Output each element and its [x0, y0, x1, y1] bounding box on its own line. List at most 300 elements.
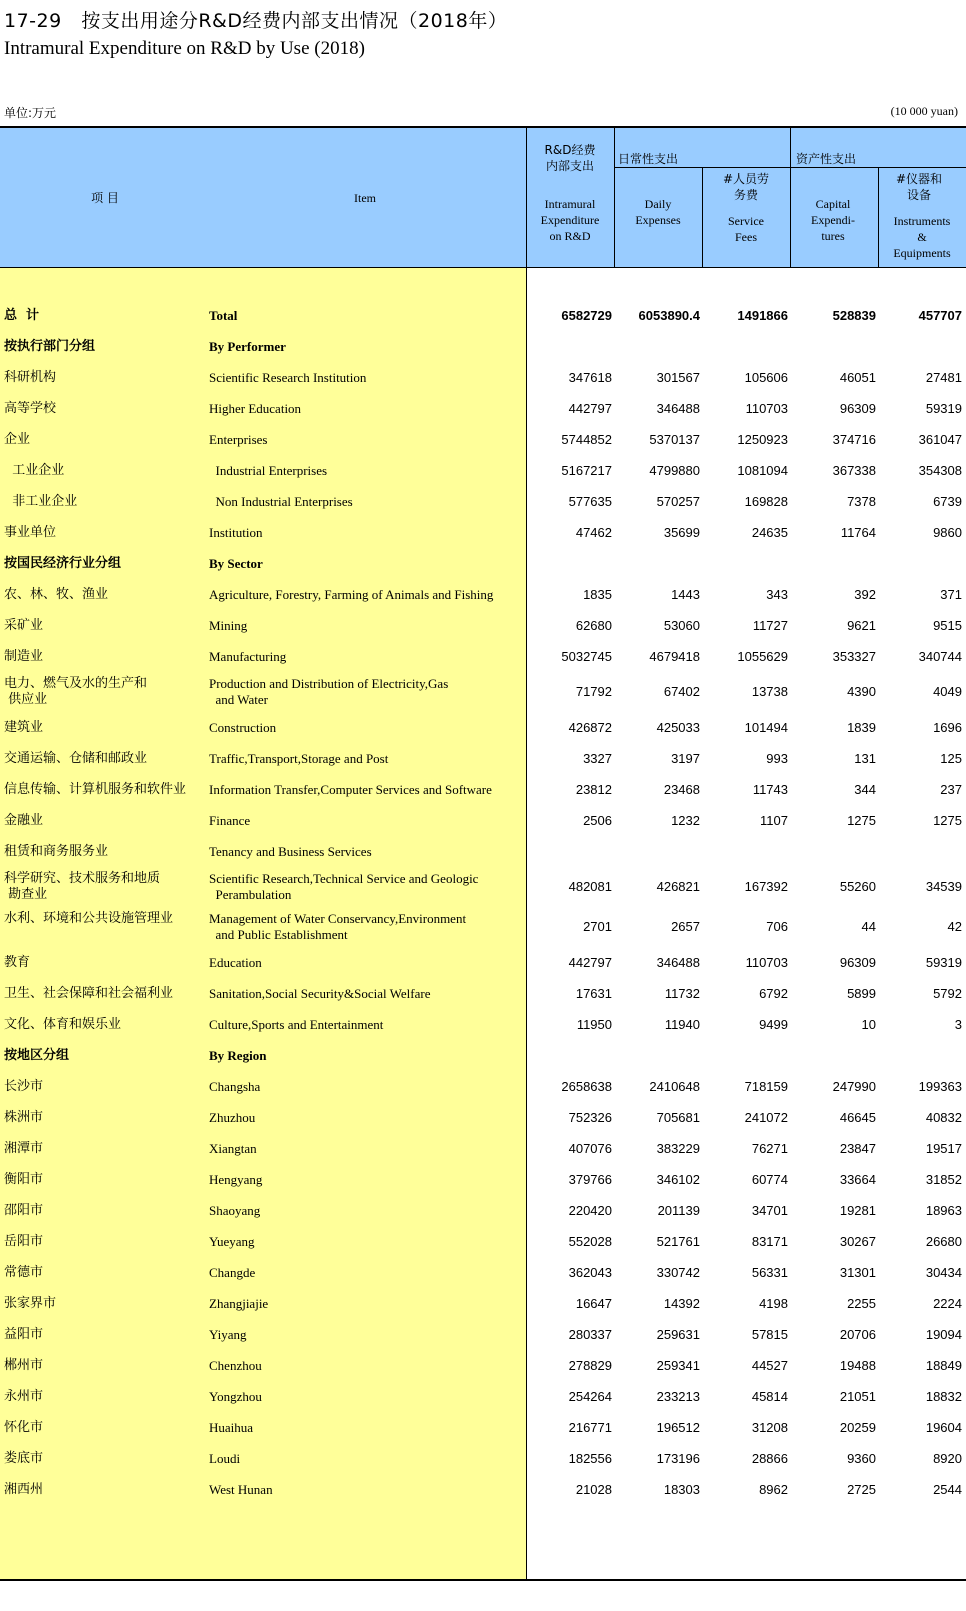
- cell-value: 131: [854, 751, 876, 766]
- row-label-en: By Sector: [209, 556, 263, 571]
- cell-value: 18849: [925, 1358, 962, 1373]
- table-row: [0, 712, 966, 743]
- row-label-en: Education: [209, 955, 262, 970]
- cell-value: 199363: [918, 1079, 962, 1094]
- cell-value: 5792: [933, 986, 962, 1001]
- row-label-cn: 信息传输、计算机服务和软件业: [4, 782, 187, 797]
- row-label-cn: 科学研究、技术服务和地质 勘查业: [4, 871, 161, 902]
- cell-value: 9621: [847, 618, 876, 633]
- cell-value: 59319: [925, 401, 962, 416]
- cell-value: 201139: [657, 1203, 700, 1218]
- cell-value: 1491866: [737, 308, 788, 323]
- cell-value: 35699: [663, 525, 700, 540]
- cell-value: 528839: [832, 308, 876, 323]
- cell-value: 344: [854, 782, 876, 797]
- header-service-cn: #人员劳 务费: [722, 172, 770, 202]
- cell-value: 379766: [568, 1172, 612, 1187]
- cell-value: 237: [940, 782, 962, 797]
- header-capital-group: 资产性支出: [796, 152, 857, 166]
- cell-value: 4679418: [649, 649, 700, 664]
- cell-value: 14392: [663, 1296, 700, 1311]
- cell-value: 521761: [656, 1234, 700, 1249]
- header-daily-en: Daily Expenses: [635, 197, 681, 227]
- cell-value: 4049: [933, 684, 962, 699]
- row-label-cn: 水利、环境和公共设施管理业: [4, 911, 174, 926]
- cell-value: 482081: [568, 879, 612, 894]
- cell-value: 33664: [839, 1172, 876, 1187]
- table-row: [0, 805, 966, 836]
- cell-value: 4390: [847, 684, 876, 699]
- cell-value: 5899: [847, 986, 876, 1001]
- row-label-cn: 按地区分组: [4, 1048, 70, 1063]
- cell-value: 60774: [751, 1172, 788, 1187]
- header-item-cn: 项 目: [91, 191, 119, 205]
- cell-value: 55260: [839, 879, 876, 894]
- cell-value: 59319: [925, 955, 962, 970]
- cell-value: 45814: [751, 1389, 788, 1404]
- cell-value: 2701: [583, 919, 612, 934]
- table-title-cn: 按支出用途分R&D经费内部支出情况（2018年）: [81, 10, 508, 32]
- cell-value: 2224: [933, 1296, 962, 1311]
- table-row: [0, 978, 966, 1009]
- table-row: [0, 517, 966, 548]
- cell-value: 11727: [752, 618, 788, 633]
- cell-value: 353327: [832, 649, 876, 664]
- row-label-en: Non Industrial Enterprises: [209, 494, 353, 509]
- header-instr-en: Instruments & Equipments: [893, 214, 951, 260]
- cell-value: 101494: [744, 720, 788, 735]
- cell-value: 31852: [925, 1172, 962, 1187]
- cell-value: 367338: [832, 463, 876, 478]
- cell-value: 346488: [656, 401, 700, 416]
- table-row: [0, 548, 966, 579]
- row-label-en: Culture,Sports and Entertainment: [209, 1017, 384, 1032]
- row-label-en: Total: [209, 308, 238, 323]
- page-title-cn: [4, 6, 507, 33]
- table-row: [0, 1226, 966, 1257]
- row-label-en: By Region: [209, 1048, 267, 1063]
- row-label-cn: 常德市: [4, 1265, 44, 1280]
- table-row: [0, 1071, 966, 1102]
- cell-value: 392: [854, 587, 876, 602]
- cell-value: 1275: [847, 813, 876, 828]
- row-label-en: Industrial Enterprises: [209, 463, 328, 478]
- cell-value: 278829: [568, 1358, 612, 1373]
- cell-value: 56331: [751, 1265, 788, 1280]
- cell-value: 19604: [925, 1420, 962, 1435]
- row-label-cn: 事业单位: [4, 525, 57, 540]
- cell-value: 1232: [671, 813, 700, 828]
- cell-value: 347618: [568, 370, 612, 385]
- cell-value: 18832: [925, 1389, 962, 1404]
- table-row: [0, 1350, 966, 1381]
- cell-value: 247990: [832, 1079, 876, 1094]
- cell-value: 254264: [568, 1389, 612, 1404]
- row-label-en: Sanitation,Social Security&Social Welfare: [209, 986, 431, 1001]
- table-number: 17-29: [4, 10, 62, 32]
- row-label-en: Management of Water Conservancy,Environment and Public Establishment: [209, 911, 467, 942]
- row-label-en: Yiyang: [209, 1327, 247, 1342]
- cell-value: 2255: [847, 1296, 876, 1311]
- cell-value: 2506: [583, 813, 612, 828]
- row-label-cn: 卫生、社会保障和社会福利业: [4, 986, 174, 1001]
- table-row: [0, 1040, 966, 1071]
- table-row: [0, 774, 966, 805]
- row-label-en: Institution: [209, 525, 263, 540]
- col-divider: [878, 167, 879, 267]
- row-label-en: Shaoyang: [209, 1203, 261, 1218]
- header-rd-en: Intramural Expenditure on R&D: [540, 197, 600, 243]
- cell-value: 17631: [575, 986, 612, 1001]
- cell-value: 346102: [656, 1172, 700, 1187]
- cell-value: 1696: [933, 720, 962, 735]
- row-label-en: Construction: [209, 720, 277, 735]
- row-label-cn: 企业: [4, 432, 31, 447]
- row-label-en: Chenzhou: [209, 1358, 262, 1373]
- row-label-en: Higher Education: [209, 401, 302, 416]
- cell-value: 9360: [847, 1451, 876, 1466]
- table-row: [0, 743, 966, 774]
- cell-value: 11950: [576, 1017, 612, 1032]
- cell-value: 23468: [663, 782, 700, 797]
- cell-value: 6792: [759, 986, 788, 1001]
- cell-value: 241072: [744, 1110, 788, 1125]
- cell-value: 53060: [663, 618, 700, 633]
- cell-value: 110703: [745, 955, 788, 970]
- cell-value: 361047: [918, 432, 962, 447]
- header-service-en: Service Fees: [728, 214, 764, 244]
- cell-value: 18303: [663, 1482, 700, 1497]
- cell-value: 31208: [751, 1420, 788, 1435]
- row-label-cn: 教育: [4, 955, 31, 970]
- row-label-cn: 邵阳市: [4, 1203, 44, 1218]
- cell-value: 19281: [839, 1203, 876, 1218]
- cell-value: 1839: [847, 720, 876, 735]
- cell-value: 752326: [568, 1110, 612, 1125]
- table-row: [0, 1412, 966, 1443]
- cell-value: 125: [940, 751, 962, 766]
- row-label-cn: 娄底市: [4, 1451, 44, 1466]
- header-daily-group: 日常性支出: [618, 152, 679, 166]
- cell-value: 173196: [656, 1451, 700, 1466]
- table-row: [0, 1102, 966, 1133]
- cell-value: 21028: [575, 1482, 612, 1497]
- row-label-cn: 湘潭市: [4, 1141, 44, 1156]
- cell-value: 3327: [583, 751, 612, 766]
- table-row: [0, 1288, 966, 1319]
- cell-value: 34701: [751, 1203, 788, 1218]
- cell-value: 13738: [751, 684, 788, 699]
- cell-value: 259341: [656, 1358, 700, 1373]
- cell-value: 259631: [656, 1327, 700, 1342]
- cell-value: 96309: [839, 401, 876, 416]
- row-label-cn: 永州市: [4, 1389, 44, 1404]
- cell-value: 374716: [832, 432, 876, 447]
- cell-value: 1835: [583, 587, 612, 602]
- cell-value: 457707: [918, 308, 962, 323]
- cell-value: 371: [940, 587, 962, 602]
- cell-value: 182556: [568, 1451, 612, 1466]
- row-label-en: Production and Distribution of Electricity,Gas and Water: [209, 676, 449, 707]
- cell-value: 425033: [656, 720, 700, 735]
- table-row: [0, 610, 966, 641]
- cell-value: 21051: [839, 1389, 876, 1404]
- row-label-cn: 电力、燃气及水的生产和 供应业: [4, 676, 148, 707]
- cell-value: 570257: [656, 494, 700, 509]
- table-row: [0, 947, 966, 978]
- cell-value: 577635: [568, 494, 612, 509]
- cell-value: 110703: [745, 401, 788, 416]
- cell-value: 11732: [664, 986, 700, 1001]
- cell-value: 426872: [568, 720, 612, 735]
- cell-value: 5370137: [649, 432, 700, 447]
- cell-value: 67402: [663, 684, 700, 699]
- row-label-en: Xiangtan: [209, 1141, 257, 1156]
- table-row: [0, 907, 966, 947]
- table-row: [0, 867, 966, 907]
- row-label-en: Yongzhou: [209, 1389, 262, 1404]
- row-label-en: Zhuzhou: [209, 1110, 256, 1125]
- cell-value: 34539: [925, 879, 962, 894]
- table-row: [0, 455, 966, 486]
- row-label-cn: 科研机构: [4, 370, 57, 385]
- table-row: [0, 1474, 966, 1505]
- cell-value: 1107: [760, 813, 788, 828]
- unit-label-en: (10 000 yuan): [890, 104, 958, 118]
- cell-value: 31301: [839, 1265, 876, 1280]
- header-rd-cn: R&D经费 内部支出: [544, 143, 596, 173]
- row-label-cn: 张家界市: [4, 1296, 57, 1311]
- cell-value: 9499: [759, 1017, 788, 1032]
- cell-value: 28866: [751, 1451, 788, 1466]
- cell-value: 11940: [664, 1017, 700, 1032]
- row-label-cn: 非工业企业: [4, 494, 78, 509]
- cell-value: 1055629: [737, 649, 788, 664]
- table-row: [0, 486, 966, 517]
- row-label-cn: 高等学校: [4, 401, 57, 416]
- row-label-cn: 怀化市: [4, 1420, 44, 1435]
- cell-value: 167392: [744, 879, 788, 894]
- header-bottom-rule: [0, 267, 966, 268]
- row-label-en: Finance: [209, 813, 251, 828]
- cell-value: 346488: [656, 955, 700, 970]
- cell-value: 44527: [751, 1358, 788, 1373]
- col-divider: [790, 127, 791, 267]
- cell-value: 2544: [933, 1482, 962, 1497]
- cell-value: 196512: [656, 1420, 700, 1435]
- table-row: [0, 331, 966, 362]
- row-label-cn: 文化、体育和娱乐业: [4, 1017, 122, 1032]
- cell-value: 354308: [918, 463, 962, 478]
- row-label-cn: 建筑业: [4, 720, 44, 735]
- cell-value: 8920: [933, 1451, 962, 1466]
- cell-value: 5032745: [561, 649, 612, 664]
- cell-value: 1275: [933, 813, 962, 828]
- cell-value: 47462: [575, 525, 612, 540]
- cell-value: 9860: [933, 525, 962, 540]
- cell-value: 46051: [839, 370, 876, 385]
- cell-value: 362043: [568, 1265, 612, 1280]
- table-row: [0, 579, 966, 610]
- table-row: [0, 1257, 966, 1288]
- cell-value: 5167217: [561, 463, 612, 478]
- cell-value: 343: [766, 587, 788, 602]
- row-label-en: Huaihua: [209, 1420, 254, 1435]
- table-row: [0, 393, 966, 424]
- cell-value: 46645: [839, 1110, 876, 1125]
- cell-value: 4198: [759, 1296, 788, 1311]
- cell-value: 71792: [575, 684, 612, 699]
- row-label-cn: 郴州市: [4, 1358, 44, 1373]
- cell-value: 19517: [925, 1141, 962, 1156]
- cell-value: 16647: [575, 1296, 612, 1311]
- row-label-cn: 总 计: [4, 308, 40, 323]
- cell-value: 6739: [933, 494, 962, 509]
- table-row: [0, 1195, 966, 1226]
- unit-label-cn: 单位:万元: [4, 106, 57, 120]
- cell-value: 83171: [751, 1234, 788, 1249]
- cell-value: 23847: [839, 1141, 876, 1156]
- cell-value: 40832: [925, 1110, 962, 1125]
- row-label-en: Traffic,Transport,Storage and Post: [209, 751, 389, 766]
- cell-value: 10: [861, 1017, 876, 1032]
- cell-value: 20706: [839, 1327, 876, 1342]
- cell-value: 19094: [925, 1327, 962, 1342]
- cell-value: 280337: [568, 1327, 612, 1342]
- row-label-cn: 交通运输、仓储和邮政业: [4, 751, 148, 766]
- cell-value: 383229: [656, 1141, 700, 1156]
- table-row: [0, 1133, 966, 1164]
- cell-value: 6582729: [561, 308, 612, 323]
- cell-value: 220420: [568, 1203, 612, 1218]
- table-row: [0, 1319, 966, 1350]
- col-divider: [614, 127, 615, 267]
- table-row: [0, 424, 966, 455]
- cell-value: 23812: [575, 782, 612, 797]
- cell-value: 44: [861, 919, 876, 934]
- row-label-cn: 长沙市: [4, 1079, 44, 1094]
- cell-value: 19488: [839, 1358, 876, 1373]
- cell-value: 1443: [671, 587, 700, 602]
- cell-value: 6053890.4: [638, 308, 700, 323]
- cell-value: 718159: [744, 1079, 788, 1094]
- table-row: [0, 672, 966, 712]
- row-label-cn: 租赁和商务服务业: [4, 844, 109, 859]
- cell-value: 96309: [839, 955, 876, 970]
- cell-value: 20259: [839, 1420, 876, 1435]
- table-row: [0, 641, 966, 672]
- row-label-en: Changsha: [209, 1079, 261, 1094]
- cell-value: 301567: [656, 370, 700, 385]
- row-label-en: Information Transfer,Computer Services and Software: [209, 782, 492, 797]
- row-label-cn: 采矿业: [4, 618, 44, 633]
- row-label-cn: 益阳市: [4, 1327, 44, 1342]
- cell-value: 8962: [759, 1482, 788, 1497]
- table-row: [0, 362, 966, 393]
- row-label-cn: 按国民经济行业分组: [4, 556, 122, 571]
- cell-value: 30434: [925, 1265, 962, 1280]
- cell-value: 1081094: [737, 463, 788, 478]
- cell-value: 442797: [568, 401, 612, 416]
- row-label-cn: 衡阳市: [4, 1172, 44, 1187]
- table-row: [0, 300, 966, 331]
- row-label-en: Tenancy and Business Services: [209, 844, 372, 859]
- table-row: [0, 836, 966, 867]
- cell-value: 24635: [751, 525, 788, 540]
- row-label-en: Scientific Research,Technical Service and Geologic Perambulation: [209, 871, 479, 902]
- table-row: [0, 1443, 966, 1474]
- row-label-en: Manufacturing: [209, 649, 287, 664]
- cell-value: 30267: [839, 1234, 876, 1249]
- cell-value: 2410648: [649, 1079, 700, 1094]
- cell-value: 27481: [925, 370, 962, 385]
- cell-value: 105606: [744, 370, 788, 385]
- row-label-cn: 金融业: [4, 813, 44, 828]
- cell-value: 2725: [847, 1482, 876, 1497]
- cell-value: 552028: [568, 1234, 612, 1249]
- cell-value: 57815: [751, 1327, 788, 1342]
- row-label-cn: 制造业: [4, 649, 44, 664]
- row-label-en: Mining: [209, 618, 248, 633]
- cell-value: 11764: [840, 525, 876, 540]
- cell-value: 9515: [933, 618, 962, 633]
- cell-value: 442797: [568, 955, 612, 970]
- row-label-cn: 农、林、牧、渔业: [4, 587, 109, 602]
- table-row: [0, 1381, 966, 1412]
- bottom-rule: [0, 1579, 966, 1581]
- cell-value: 18963: [925, 1203, 962, 1218]
- cell-value: 706: [766, 919, 788, 934]
- row-label-en: Yueyang: [209, 1234, 255, 1249]
- cell-value: 233213: [656, 1389, 700, 1404]
- cell-value: 407076: [568, 1141, 612, 1156]
- row-label-cn: 按执行部门分组: [4, 339, 96, 354]
- cell-value: 993: [766, 751, 788, 766]
- col-divider: [702, 167, 703, 267]
- cell-value: 3: [954, 1017, 962, 1032]
- row-label-cn: 株洲市: [4, 1110, 44, 1125]
- cell-value: 26680: [925, 1234, 962, 1249]
- header-capital-en: Capital Expendi- tures: [811, 197, 855, 243]
- cell-value: 1250923: [737, 432, 788, 447]
- top-rule: [0, 126, 966, 128]
- row-label-cn: 岳阳市: [4, 1234, 44, 1249]
- cell-value: 2657: [671, 919, 700, 934]
- row-label-en: Scientific Research Institution: [209, 370, 367, 385]
- cell-value: 2658638: [561, 1079, 612, 1094]
- row-label-en: Zhangjiajie: [209, 1296, 269, 1311]
- cell-value: 3197: [671, 751, 700, 766]
- cell-value: 76271: [751, 1141, 788, 1156]
- cell-value: 340744: [918, 649, 962, 664]
- cell-value: 62680: [575, 618, 612, 633]
- cell-value: 5744852: [561, 432, 612, 447]
- row-label-cn: 湘西州: [4, 1482, 44, 1497]
- cell-value: 330742: [656, 1265, 700, 1280]
- row-label-en: Loudi: [209, 1451, 241, 1466]
- cell-value: 11743: [752, 782, 788, 797]
- row-label-en: By Performer: [209, 339, 286, 354]
- cell-value: 4799880: [649, 463, 700, 478]
- row-label-en: West Hunan: [209, 1482, 273, 1497]
- row-label-en: Enterprises: [209, 432, 268, 447]
- row-label-en: Hengyang: [209, 1172, 263, 1187]
- header-instr-cn: #仪器和 设备: [895, 172, 943, 202]
- table-row: [0, 1164, 966, 1195]
- cell-value: 426821: [656, 879, 700, 894]
- row-label-en: Agriculture, Forestry, Farming of Animals and Fishing: [209, 587, 494, 602]
- table-row: [0, 1009, 966, 1040]
